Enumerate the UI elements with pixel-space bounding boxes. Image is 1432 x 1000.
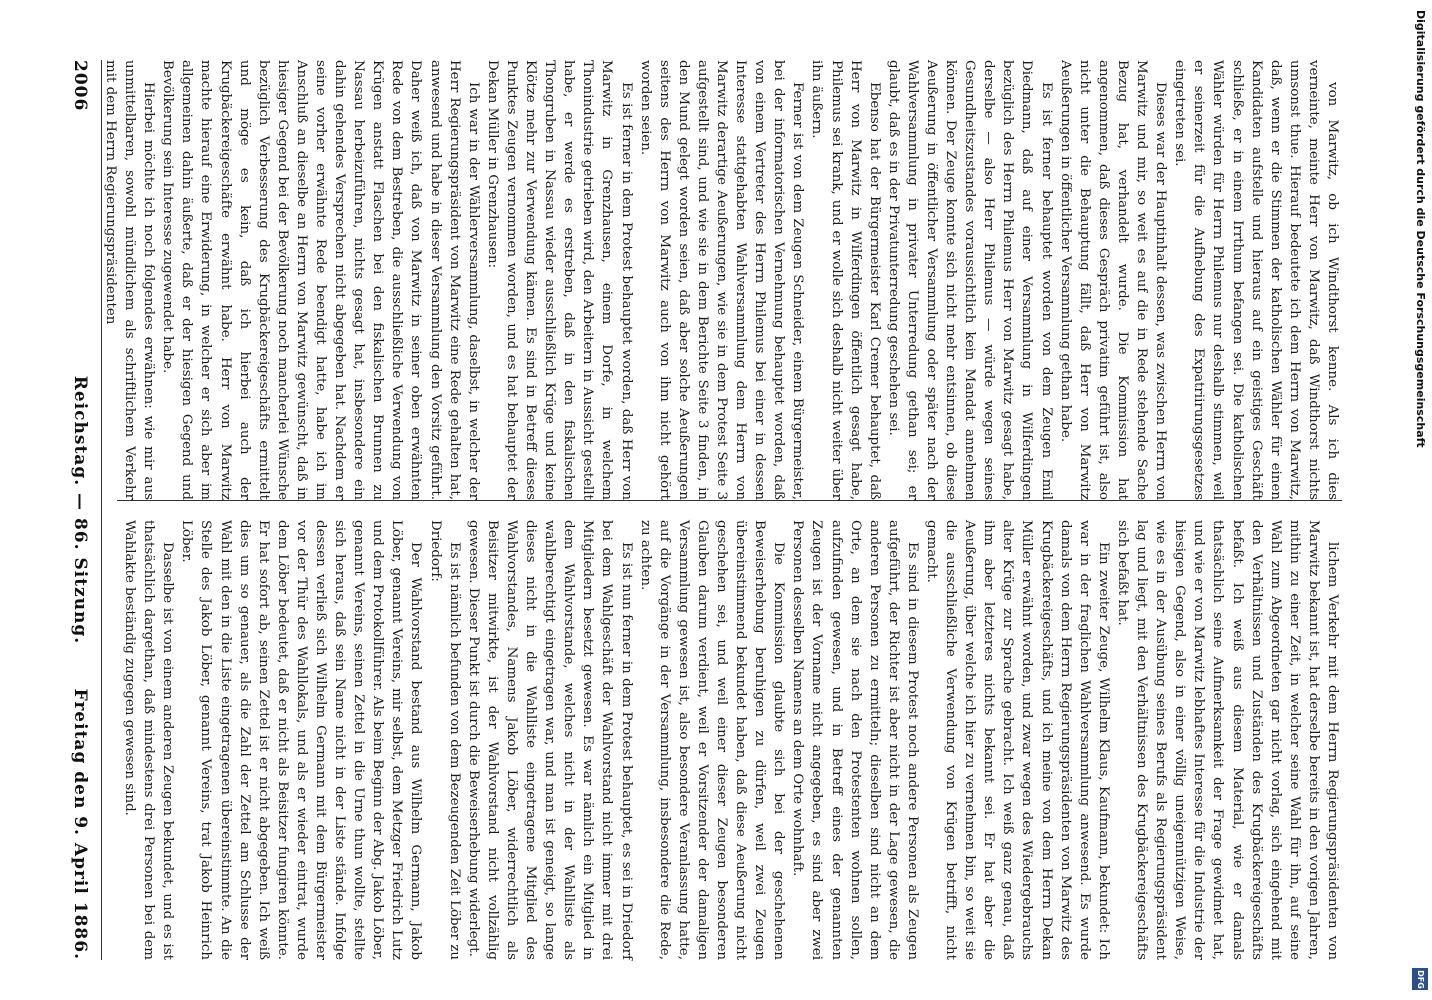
paragraph: Ein zweiter Zeuge, Wilhelm Klaus, Kaufmann, bekundet: Ich war in der fraglichen Wahlversammlung anwesend. Es wurde damals von dem Herrn Regierungspräsidenten von Marwitz des Krugbäckereigeschäfts, und ich meine von dem Herrn Dekan Müller erwähnt worden, und zwar wegen des Wiedergebrauchs alter Krüge zur Sprache gebracht. Ich weiß ganz genau, daß ihm aber letzteres nichts bekannt sei. Er hat aber die Aeußerung, über welche ich hier zu vernehmen bin, so weit sie die ausschließliche Verwendung von Krügen betrifft, nicht gemacht. [924, 520, 1111, 960]
paragraph: Es ist ferner in dem Protest behauptet worden, daß Herr von Marwitz in Grenzhausen, einem Dorfe, in welchem Thonindustrie getrieben wird, den Arbeitern in Aussicht gestellt habe, er werde es erstreben, daß in den fiskalischen Thongruben in Nassau wieder ausschließlich Krüge und keine Klötze mehr zur Verwendung kämen. Es sind in Betreff dieses Punktes Zeugen vernommen worden, und es hat behauptet der Dekan Müller in Grenzhausen: [484, 60, 634, 500]
page-number: 2006 [70, 60, 90, 112]
paragraph: Dasselbe ist von einem anderen Zeugen bekundet, und es ist thatsächlich dargethan, daß mindestens drei Personen bei dem Wahlakte beständig zugegen gewesen sind. [122, 520, 176, 960]
paragraph: Ich war in der Wählerversammlung, daselbst, in welcher der Herr Regierungspräsident von Marwitz eine Rede gehalten hat, anwesend und habe in dieser Versammlung den Vorsitz geführt. Daher weiß ich, daß von Marwitz in seiner oben erwähnten Rede von dem Bestreben, die ausschließliche Verwendung von Krügen anstatt Flaschen bei den fiskalischen Brunnen zu Nassau herbeizuführen, nichts gesagt hat, insbesondere ein dahin gehendes Versprechen nicht abgegeben hat. Nachdem er seine vorher erwähnte Rede beendigt hatte, habe ich im Anschluß an dieselbe an Herrn von Marwitz gewünscht, daß in hiesiger Gegend bei der Bevölkerung noch mancherlei Wünsche bezüglich Verbesserung des Krugbäckereigeschäfts ermittelt und möge es kein, daß ich hierbei auch der Krugbäckereigeschäfte erwähnt habe. Herr von Marwitz machte hierauf eine Erwiderung, in welcher er sich aber im allgemeinen dahin äußerte, daß er der hiesigen Gegend und Bevölkerung sein Interesse zugewendet habe. [160, 60, 481, 500]
paragraph: Der Wahlvorstand bestand aus Wilhelm Germann, Jakob Löber, genannt Vereins, mir selbst, dem Metzger Friedrich Lutz und dem Protokollführer. Als beim Beginn der Abg. Jakob Löber, genannt Vereins, seinen Zettel in die Urne thun wollte, stellte sich heraus, daß sein Name nicht in der Liste stände. Infolge dessen verließ sich Wilhelm Germann mit dem Bürgermeister vor der Thür des Wahllokals, und als er wieder eintrat, wurde dem Löber bedeutet, daß er nicht als Beisitzer fungiren könnte. Er hat sofort ab, seinen Zettel ist er nicht abgegeben. Ich weiß dies um so genauer, als die Zahl der Zettel am Schlusse der Wahl mit den in die Liste eingetragenen übereinstimmte. An die Stelle des Jakob Löber, genannt Vereins, trat Jakob Heinrich Löber. [179, 520, 424, 960]
footer-text: Digitalisierung gefördert durch die Deutsche Forschungsgemeinschaft [1414, 10, 1427, 448]
paragraph: Es ist ferner behauptet worden von dem Zeugen Emil Diedmann, daß auf einer Versammlung in Wilferdingen bezüglich des Herrn Philemus Herr von Marwitz gesagt habe, derselbe — also Herr Philemus — würde wegen seines Gesundheitszustandes voraussichtlich kein Mandat annehmen können. Der Zeuge konnte sich nicht mehr entsinnen, ob diese Aeußerung in öffentlicher Versammlung oder später nach der Wahlversammlung in privater Unterredung gethan sei; er glaubt, daß es in der Privatunterredung geschehen sei. [885, 60, 1054, 500]
left-column [103, 60, 1342, 500]
paragraph: von Marwitz, ob ich Windthorst kenne. Als ich dies verneinte, meinte Herr von Marwitz, daß Windthorst nichts umsonst thue. Hierauf bedeutete ich dem Herrn von Marwitz, daß, wenn er die Stimmen der katholischen Wähler für einen Kandidaten aufstelle und hieraus auf ein geistiges Geschäft schließe, er in einem Irrthum befangen sei. Die katholischen Wähler würden für Herrn Philemus nur deshalb stimmen, weil er seinerzeit für die Aufhebung des Expatriirungsgesetzes eingetreten sei. [1172, 60, 1340, 500]
paragraph: Es ist nämlich befunden von dem Bezeugenden Zeit Löber zu Driedorf: [427, 520, 462, 960]
paragraph: Hierbei möchte ich noch folgendes erwähnen: wie mir aus unmittelbaren, sowohl mündlichem als schriftlichem Verkehr mit dem Herrn Regierungspräsidenten [103, 60, 157, 500]
paragraph: Dieses war der Hauptinhalt dessen, was zwischen Herrn von Marwitz und mir, so weit es auf die in Rede stehende Sache Bezug hat, verhandelt wurde. Die Kommission hat angenommen, daß dieses Gespräch privatim geführt ist, also nicht unter die Behauptung fällt, daß Herr von Marwitz Aeußerungen in öffentlicher Versammlung gethan habe. [1057, 60, 1169, 500]
dfg-logo-text: DFG [1415, 969, 1425, 989]
paragraph: Ebenso hat der Bürgermeister Karl Cremer behauptet, daß Herr von Marwitz in Wilferdingen öffentlich gesagt habe, Philemus sei krank, und er wolle sich deshalb nicht weiter über ihn äußern. [809, 60, 882, 500]
digitization-footer [1409, 0, 1431, 1000]
header-center: Reichstag. — 86. Sitzung. [70, 375, 90, 645]
right-column [117, 520, 1342, 960]
paragraph: lichem Verkehr mit dem Herrn Regierungspräsidenten von Marwitz bekannt ist, hat derselbe bereits in den vorigen Jahren, mithin zu einer Zeit, in welcher seine Wahl für ihn, auf seine Wahl zum Abgeordneten gar nicht vorlag, sich eingehend mit den Verhältnissen und Zuständen des Krugbäckereigeschäfts befaßt. Ich weiß aus diesem Material, wie er damals thatsächlich seine Aufmerksamkeit der Frage gewidmet hat, und wie er von Marwitz lebhaftes Interesse für die Industrie der hiesigen Gegend, also in einer völlig uneigennützigen Weise, wie es in der Ausübung seines Berufs als Regierungspräsident lag und liegt, mit den Verhältnissen des Krugbäckereigeschäfts sich befaßt hat. [1114, 520, 1340, 960]
paragraph: Es sind in diesem Protest noch andere Personen als Zeugen aufgeführt, der Richter ist aber nicht in der Lage gewesen, die anderen Personen zu ermitteln; dieselben sind nicht an dem Orte, an dem sie nach den Protestenten wohnen sollen, aufzufinden gewesen, und in Betreff eines der genannten Zeugen ist der Vorname nicht angegeben, es sind aber zwei Personen desselben Namens an dem Orte wohnhaft. [790, 520, 920, 960]
paragraph: Es ist nun ferner in dem Protest behauptet, es sei in Driedorf bei dem Wahlgeschäft der Wahlvorstand nicht immer mit drei Mitgliedern besetzt gewesen. Es war nämlich ein Mitglied in dem Wahlvorstande, welches nicht in der Wahlliste als wahlberechtigt eingetragen war, und man ist geneigt, so lange dieses nicht in die Wahlliste eingetragene Mitglied des Wahlvorstandes, Namens Jakob Löber, widerrechtlich als Beisitzer mitwirkte, ist der Wahlvorstand nicht vollzählig gewesen. Dieser Punkt ist durch die Beweiserhebung widerlegt. [465, 520, 634, 960]
paragraph: Die Kommission glaubte sich bei der geschehenen Beweiserhebung beruhigen zu dürfen, weil zwei Zeugen übereinstimmend bekundet haben, daß diese Aeußerung nicht geschehen sei, und weil einer dieser Zeugen besonderen Glauben darum verdient, weil er Vorsitzender der damaligen Versammlung gewesen ist, also besondere Veranlassung hatte, auf die Vorgänge in der Versammlung, insbesondere die Rede, zu achten. [637, 520, 787, 960]
dfg-logo [1412, 968, 1428, 990]
paragraph: Ferner ist von dem Zeugen Schneider, einem Bürgermeister, bei der informatorischen Vernehmung behauptet worden, daß von einem Vertreter des Herrn Philemus bei einer in dessen Interesse stattgehabten Wahlversammlung dem Herrn von Marwitz derartige Aeußerungen, wie sie in dem Protest Seite 3 aufgestellt sind, und wie sie in dem Berichte Seite 3 finden, in den Mund gelegt worden seien, daß aber solche Aeußerungen seitens des Herrn von Marwitz auch von ihm nicht gehört worden seien. [637, 60, 806, 500]
header-date: Freitag den 9. April 1886. [70, 688, 90, 960]
page-header [63, 60, 97, 960]
column-divider [117, 500, 1342, 501]
